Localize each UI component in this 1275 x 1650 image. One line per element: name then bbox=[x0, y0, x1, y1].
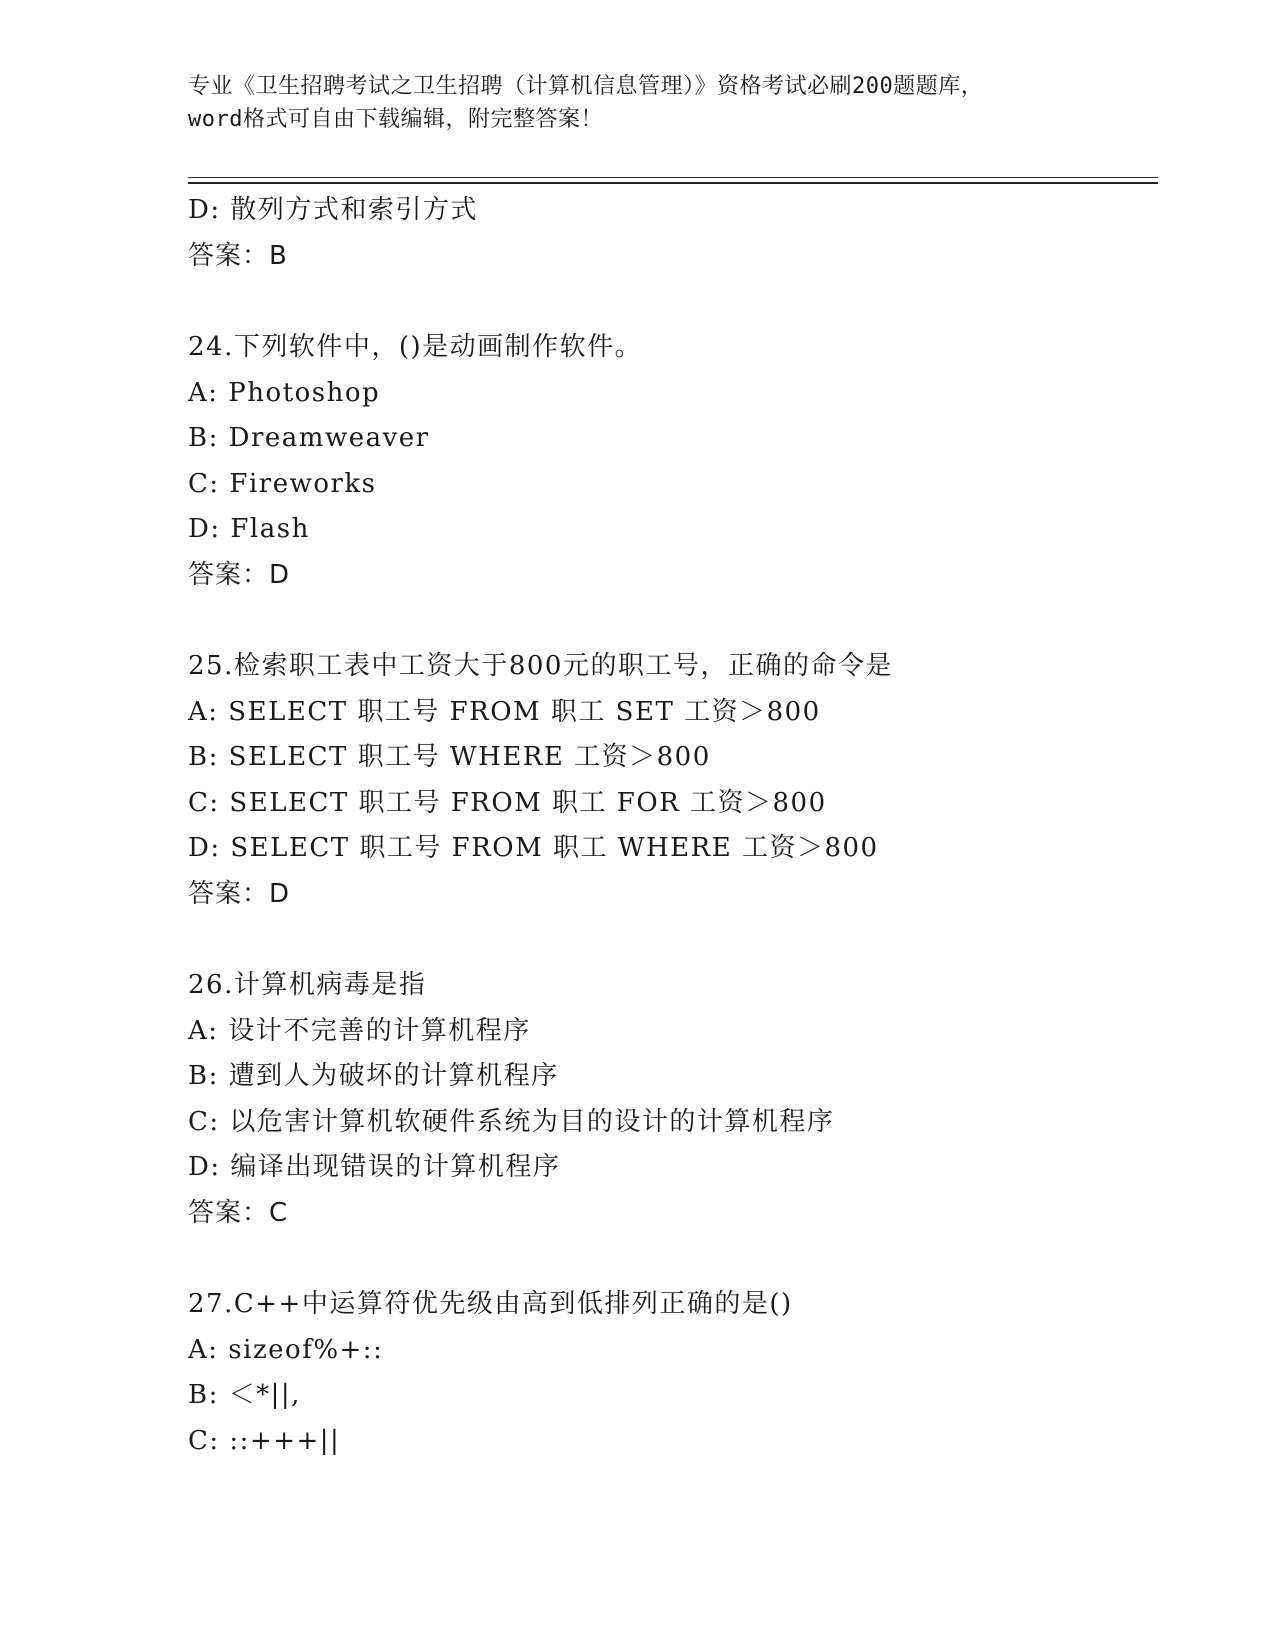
option-text: C: SELECT 职工号 FROM 职工 FOR 工资＞800 bbox=[188, 787, 827, 818]
answer-text: 答案：C bbox=[188, 1197, 289, 1228]
question-content bbox=[188, 188, 1148, 1464]
option-text: B: 遭到人为破坏的计算机程序 bbox=[188, 1061, 559, 1091]
spacer bbox=[188, 1236, 1148, 1282]
option-text: D: 散列方式和索引方式 bbox=[188, 195, 478, 225]
question-block-24 bbox=[188, 325, 1148, 598]
option-text: B: SELECT 职工号 WHERE 工资＞800 bbox=[188, 742, 711, 772]
question-stem: 27.C++中运算符优先级由高到低排列正确的是() bbox=[188, 1289, 793, 1319]
option-text: B: Dreamweaver bbox=[188, 423, 430, 453]
option-text: C: 以危害计算机软硬件系统为目的设计的计算机程序 bbox=[188, 1106, 835, 1137]
spacer bbox=[188, 279, 1148, 325]
answer-text: 答案：D bbox=[188, 878, 291, 909]
option-text: D: SELECT 职工号 FROM 职工 WHERE 工资＞800 bbox=[188, 833, 879, 863]
header-divider-thin bbox=[188, 177, 1158, 178]
header-divider-thick bbox=[188, 182, 1158, 184]
option-text: A: Photoshop bbox=[188, 377, 381, 408]
question-block-25 bbox=[188, 644, 1148, 917]
spacer bbox=[188, 917, 1148, 963]
header-line-1: 专业《卫生招聘考试之卫生招聘（计算机信息管理）》资格考试必刷200题题库， bbox=[188, 74, 984, 99]
answer-text: 答案：D bbox=[188, 559, 291, 590]
question-stem: 25.检索职工表中工资大于800元的职工号，正确的命令是 bbox=[188, 651, 893, 681]
option-text: A: 设计不完善的计算机程序 bbox=[188, 1015, 531, 1046]
option-text: D: 编译出现错误的计算机程序 bbox=[188, 1152, 561, 1182]
option-text: D: Flash bbox=[188, 514, 310, 544]
question-stem: 24.下列软件中，()是动画制作软件。 bbox=[188, 332, 643, 362]
spacer bbox=[188, 598, 1148, 644]
question-block-26 bbox=[188, 963, 1148, 1236]
question-stem: 26.计算机病毒是指 bbox=[188, 970, 427, 1000]
option-text: A: SELECT 职工号 FROM 职工 SET 工资＞800 bbox=[188, 696, 821, 727]
answer-text: 答案：B bbox=[188, 240, 288, 271]
header-line-2: word格式可自由下载编辑，附完整答案！ bbox=[188, 107, 603, 132]
question-block-27 bbox=[188, 1282, 1148, 1464]
option-text: B: ＜*||, bbox=[188, 1380, 301, 1410]
option-text: A: sizeof%+:: bbox=[188, 1334, 384, 1365]
option-text: C: Fireworks bbox=[188, 468, 377, 499]
document-header bbox=[188, 70, 1088, 136]
option-text: C: ::+++|| bbox=[188, 1425, 341, 1456]
